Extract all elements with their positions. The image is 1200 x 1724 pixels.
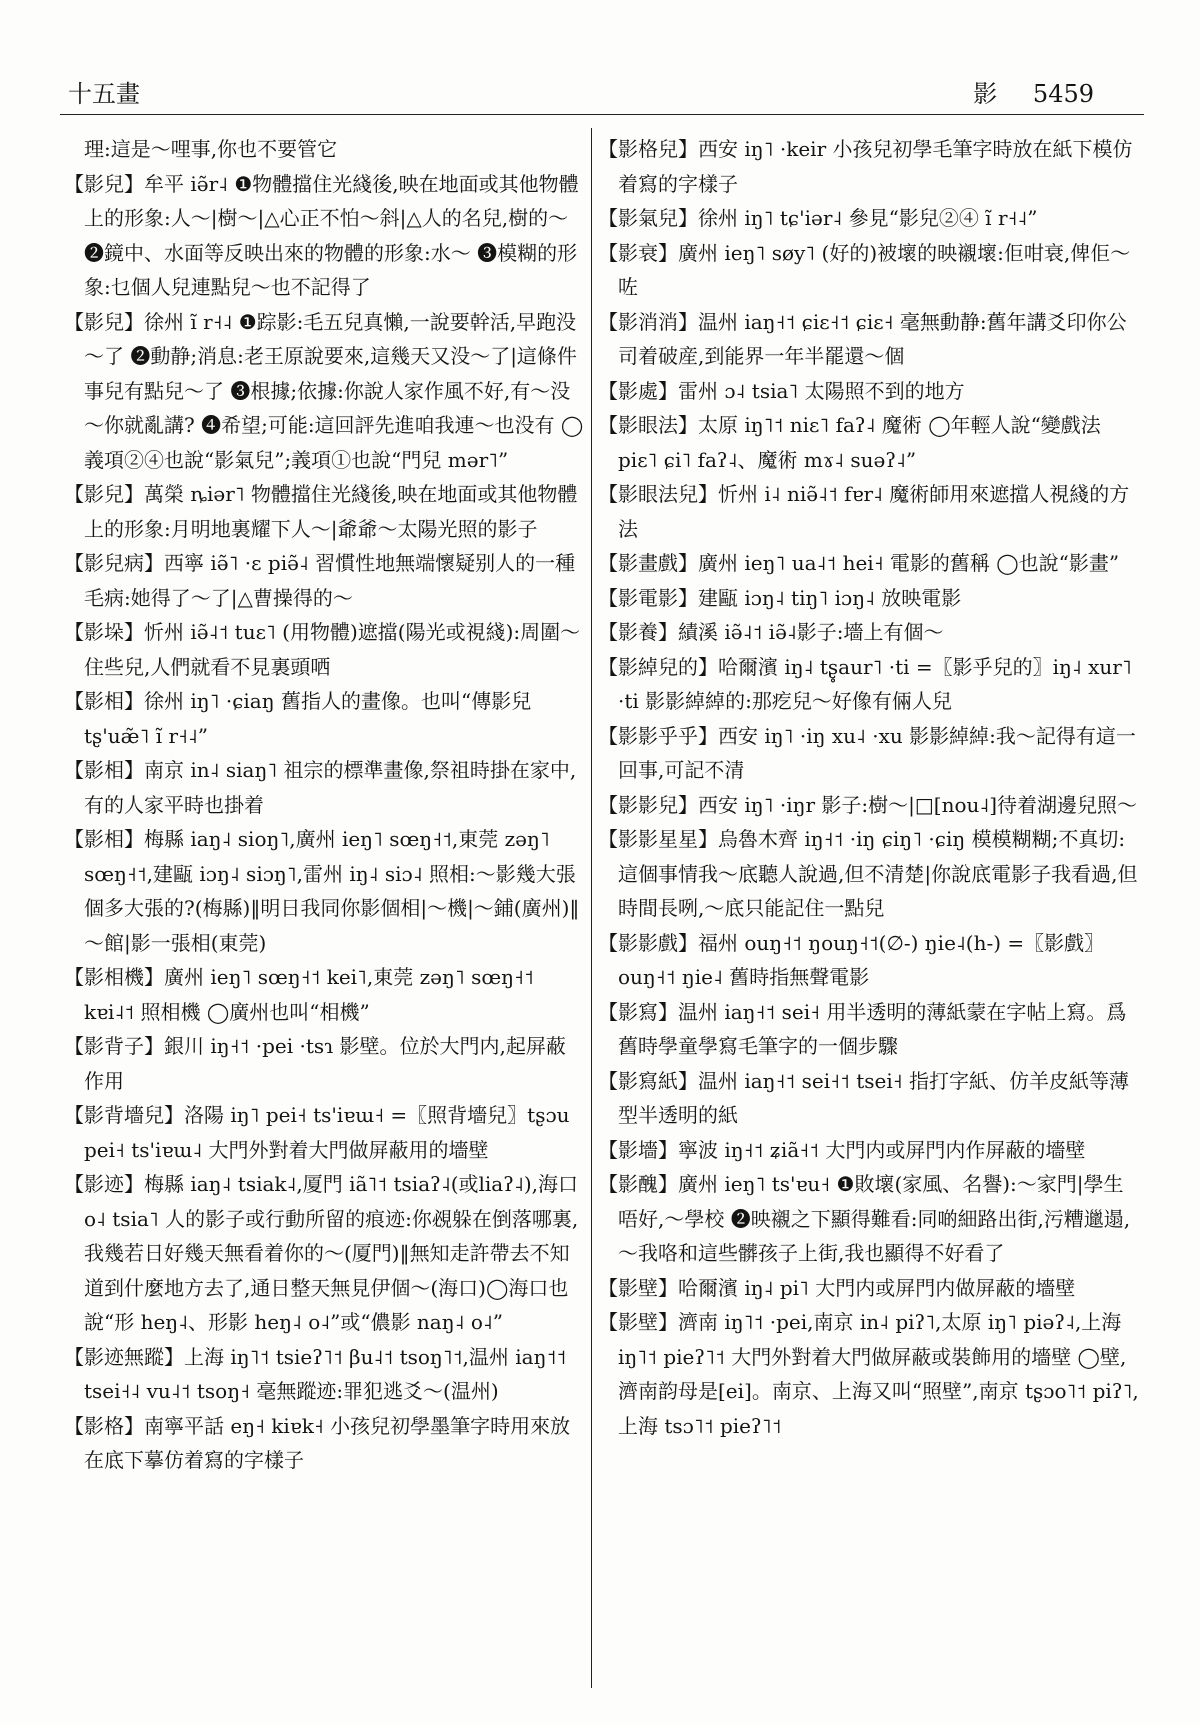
- dictionary-entry: 【影兒】徐州 ĩ r˧˨ ❶踪影:毛五兒真懶,一說要幹活,早跑没～了 ❷動静;消息:老王原說要來,這幾天又没～了|這條件事兒有點兒～了 ❸根據;依據:你說人家作風不好,有～没～你就亂講? ❹希望;可能:這回評先進咱我連～也没有 ◯義項②④也說“影氣兒”;義項①也說“門兒 mər˥”: [64, 309, 584, 472]
- dictionary-entry: 【影壁】哈爾濱 iŋ˨ pi˥ 大門内或屏門内做屏蔽的墻壁: [598, 1275, 1076, 1300]
- section-label: 十五畫: [68, 80, 140, 108]
- running-head: [973, 74, 1094, 109]
- left-column: [64, 132, 584, 1478]
- dictionary-entry: 【影衰】廣州 ieŋ˥ søy˥ (好的)被壞的映襯壞:佢咁衰,俾佢～咗: [598, 240, 1131, 299]
- dictionary-entry: 【影氣兒】徐州 iŋ˥ tɕ'iər˨ 參見“影兒②④ ĩ r˧˨”: [598, 206, 1038, 230]
- dictionary-entry: 【影影乎乎】西安 iŋ˥ ·iŋ xu˨ ·xu 影影綽綽:我～記得有這一回事,可記不清: [598, 723, 1136, 782]
- dictionary-entry: 【影寫紙】温州 iaŋ˧˦ sei˧˦ tsei˧ 指打字紙、仿羊皮紙等薄型半透明的紙: [598, 1068, 1129, 1127]
- dictionary-entry: 【影墻】寧波 iŋ˧˦ ʑiã˧˦ 大門内或屏門内作屏蔽的墻壁: [598, 1137, 1086, 1162]
- headword-label: 影: [973, 80, 998, 108]
- header-rule: [60, 114, 1144, 115]
- dictionary-entry: 【影養】績溪 iə̃˨˦ iə̃˨影子:墻上有個～: [598, 620, 944, 644]
- dictionary-entry: 【影影兒】西安 iŋ˥ ·iŋr 影子:樹～|□[nou˨]待着湖邊兒照～: [598, 792, 1138, 817]
- dictionary-entry: 【影格】南寧平話 eŋ˧ kiɐk˧ 小孩兒初學墨筆字時用來放在底下摹仿着寫的字樣子: [64, 1413, 571, 1472]
- dictionary-entry: 【影綽兒的】哈爾濱 iŋ˨ tʂ̥aur˥ ·ti =〖影乎兒的〗iŋ˨ xur˥ ·ti 影影綽綽的:那疙兒～好像有倆人兒: [598, 654, 1132, 713]
- dictionary-entry: 【影格兒】西安 iŋ˥ ·keir 小孩兒初學毛筆字時放在紙下模仿着寫的字樣子: [598, 137, 1133, 196]
- page-header: [60, 74, 1144, 114]
- dictionary-entry: 【影背子】銀川 iŋ˧˦ ·pei ·tsɿ 影壁。位於大門内,起屏蔽作用: [64, 1034, 566, 1093]
- dictionary-entry: 【影背墻兒】洛陽 iŋ˥ pei˧ ts'iɐɯ˧ =〖照背墻兒〗tʂɔu pei˧ ts'iɐɯ˨ 大門外對着大門做屏蔽用的墻壁: [64, 1103, 570, 1162]
- dictionary-entry: 【影相】南京 in˨ siaŋ˥ 祖宗的標準畫像,祭祖時掛在家中,有的人家平時也掛着: [64, 758, 577, 817]
- dictionary-entry: 【影兒】萬榮 ȵiər˥ 物體擋住光綫後,映在地面或其他物體上的形象:月明地裏耀下人～|爺爺～太陽光照的影子: [64, 482, 578, 541]
- dictionary-entry: 【影相機】廣州 ieŋ˥ sœŋ˧˦ kei˥,東莞 zəŋ˥ sœŋ˧˦ kɐi˨˦ 照相機 ◯廣州也叫“相機”: [64, 965, 534, 1024]
- dictionary-entry: 【影相】徐州 iŋ˥ ·ɕiaŋ 舊指人的畫像。也叫“傳影兒 tʂ'uæ̃˥ ĩ r˧˨”: [64, 689, 532, 748]
- dictionary-entry: 【影兒】牟平 iə̃r˨ ❶物體擋住光綫後,映在地面或其他物體上的形象:人～|樹～|△心正不怕～斜|△人的名兒,樹的～ ❷鏡中、水面等反映出來的物體的形象:水～ ❸模糊的形象:乜個人兒連點兒～也不記得了: [64, 171, 579, 299]
- dictionary-entry: 【影垛】忻州 iə̃˨˦ tuɛ˥ (用物體)遮擋(陽光或視綫):周圍～住些兒,人們就看不見裏頭哂: [64, 620, 581, 679]
- dictionary-entry: 【影消消】温州 iaŋ˧˦ ɕiɛ˧˦ ɕiɛ˧ 毫無動静:舊年講爻印你公司着破産,到能界一年半罷還～個: [598, 309, 1127, 368]
- dictionary-entry: 【影醜】廣州 ieŋ˥ ts'ɐu˧ ❶敗壞(家風、名譽):～家門|學生唔好,～學校 ❷映襯之下顯得難看:同啲細路出街,污糟邋遢,～我咯和這些髒孩子上街,我也顯得不好看了: [598, 1172, 1131, 1265]
- dictionary-entry: 【影迹】梅縣 iaŋ˨ tsiak˨,厦門 iã˥˦ tsiaʔ˨(或liaʔ˨),海口 o˨ tsia˥ 人的影子或行動所留的痕迹:你覕躲在倒落哪裏,我幾若日好幾天無看着你的～(厦門)‖無知走許帶去不知道到什麼地方去了,通日整天無見伊個～(海口)◯海口也說“形 heŋ˨、形影 heŋ˨ o˨”或“儂影 naŋ˨ o˨”: [64, 1172, 579, 1334]
- dictionary-entry: 【影處】雷州 ɔ˨ tsia˥ 太陽照不到的地方: [598, 378, 965, 403]
- dictionary-entry: 【影影星星】烏魯木齊 iŋ˧˦ ·iŋ ɕiŋ˥ ·ɕiŋ 模模糊糊;不真切:這個事情我～底聽人說過,但不清楚|你說底電影子我看過,但時間長咧,～底只能記住一點兒: [598, 827, 1138, 920]
- right-column: [598, 132, 1143, 1443]
- column-divider: [591, 128, 592, 1688]
- dictionary-entry: 【影眼法】太原 iŋ˥˦ niɛ˥ faʔ˨ 魔術 ◯年輕人說“變戲法 piɛ˥ ɕi˥ faʔ˨、魔術 mɤ˨ suəʔ˨”: [598, 413, 1101, 472]
- dictionary-entry: 【影寫】温州 iaŋ˧˦ sei˧ 用半透明的薄紙蒙在字帖上寫。爲舊時學童學寫毛筆字的一個步驟: [598, 999, 1127, 1058]
- dictionary-entry: 【影畫戲】廣州 ieŋ˥ ua˨˦ hei˧ 電影的舊稱 ◯也說“影畫”: [598, 551, 1120, 575]
- dictionary-entry: 【影兒病】西寧 iə̃˥ ·ɛ piə̃˨ 習慣性地無端懷疑别人的一種毛病:她得了～了|△曹操得的～: [64, 551, 576, 610]
- dictionary-entry: 【影迹無蹤】上海 iŋ˥˦ tsieʔ˥˦ βu˨˦ tsoŋ˥˦,温州 iaŋ˦˦ tsei˧˨ vu˨˦ tsoŋ˧ 毫無蹤迹:罪犯逃爻～(温州): [64, 1344, 567, 1403]
- dictionary-entry: 【影相】梅縣 iaŋ˨ sioŋ˥,廣州 ieŋ˥ sœŋ˧˦,東莞 zəŋ˥ sœŋ˧˦,建甌 iɔŋ˨ siɔŋ˥,雷州 iŋ˨ siɔ˨ 照相:～影幾大張個多大張的?(梅縣)‖明日我同你影個相|～機|～鋪(廣州)‖～館|影一張相(東莞): [64, 827, 580, 955]
- dictionary-entry: 【影壁】濟南 iŋ˥˦ ·pei,南京 in˨ piʔ˥,太原 iŋ˥ piəʔ˨,上海 iŋ˥˦ pieʔ˥˦ 大門外對着大門做屏蔽或裝飾用的墻壁 ◯壁,濟南韵母是[ei]。南京、上海又叫“照壁”,南京 tʂɔo˥˦ piʔ˥,上海 tsɔ˥˦ pieʔ˥˦: [598, 1310, 1139, 1438]
- dictionary-entry: 理:這是～哩事,你也不要管它: [84, 137, 338, 161]
- dictionary-entry: 【影電影】建甌 iɔŋ˨ tiŋ˥ iɔŋ˨ 放映電影: [598, 585, 962, 610]
- page-number: 5459: [1032, 80, 1094, 108]
- dictionary-entry: 【影影戲】福州 ouŋ˧˦ ŋouŋ˧˦(∅-) ŋie˨(h-) =〖影戲〗ouŋ˧˦ ŋie˨ 舊時指無聲電影: [598, 930, 1105, 989]
- dictionary-entry: 【影眼法兒】忻州 i˨ niə̃˨˦ fɐr˨ 魔術師用來遮擋人視綫的方法: [598, 482, 1130, 541]
